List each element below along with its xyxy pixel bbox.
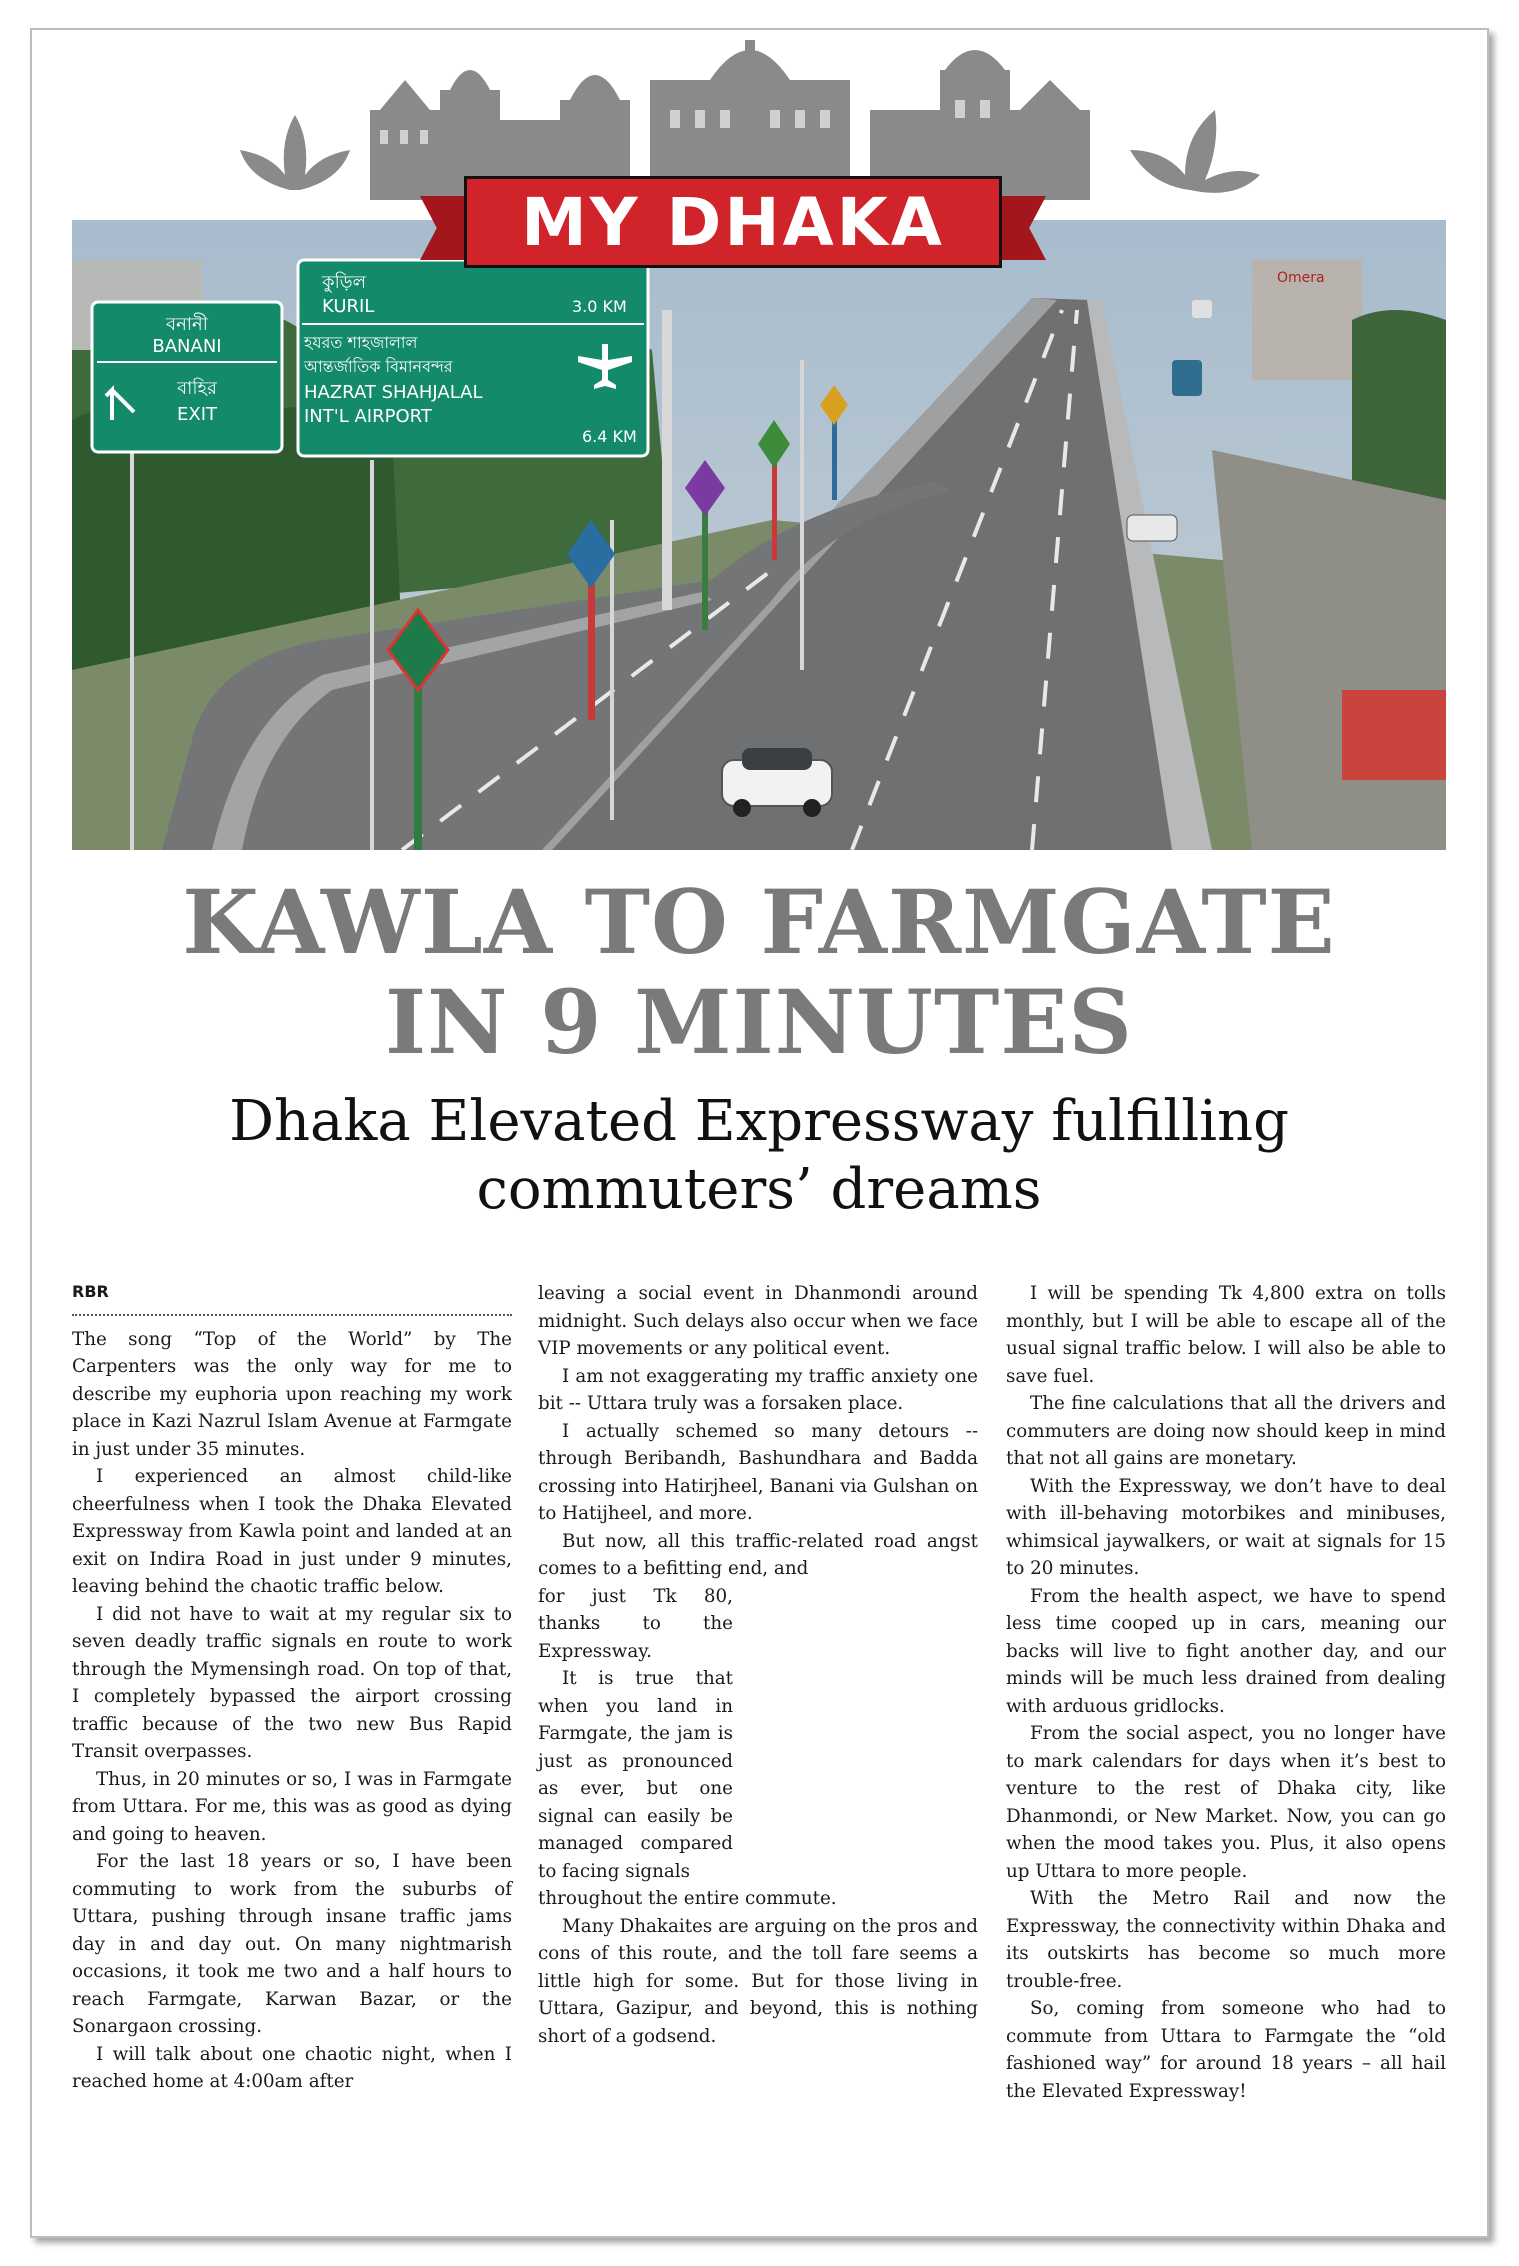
article-paragraph: So, coming from someone who had to commute from Uttara to Farmgate the “old fashioned way” for around 18 years – all hail the Elevated Expressway! [1006,1998,1446,2102]
article-column-3 [1006,1280,1446,2105]
sign-airport-bn2: আন্তর্জাতিক বিমানবন্দর [304,357,453,376]
sign-airport-distance: 6.4 KM [582,427,637,446]
sign-airport-en2: INT'L AIRPORT [304,406,432,427]
article-paragraph: From the health aspect, we have to spend less time cooped up in cars, meaning our backs will live to fight another day, and our minds will be much less drained from dealing with arduous gridlocks. [1006,1585,1446,1717]
sign-kuril-distance: 3.0 KM [572,297,627,316]
lotus-icon [240,115,350,190]
article-column-2 [538,1280,978,2050]
headline-line-1: KAWLA TO FARMGATE [182,870,1336,974]
article-paragraph: throughout the entire commute. [538,1888,837,1909]
subheadline-line-2: commuters’ dreams [476,1157,1042,1222]
headline [72,872,1446,1072]
article-paragraph: I actually schemed so many detours -- through Beribandh, Bashundhara and Badda crossing into Hatirjheel, Banani via Gulshan on to Hatijheel, and more. [538,1420,978,1524]
article-paragraph: I will be spending Tk 4,800 extra on tolls monthly, but I will be able to escape all of the usual signal traffic below. I will also be able to save fuel. [1006,1283,1446,1387]
magpie-robin-icon [1130,110,1260,193]
article-paragraph: leaving a social event in Dhanmondi around midnight. Such delays also occur when we face VIP movements or any political event. [538,1283,978,1359]
article-paragraph: The fine calculations that all the drivers and commuters are doing now should keep in mind that not all gains are monetary. [1006,1393,1446,1469]
article-paragraph: I did not have to wait at my regular six to seven deadly traffic signals en route to work through the Mymensingh road. On top of that, I completely bypassed the airport crossing traffic because of the two new Bus Rapid Transit overpasses. [72,1603,512,1762]
sign-exit-bn: বাহির [177,378,217,399]
billboard-text: Omera [1277,270,1325,286]
article-paragraph: I will talk about one chaotic night, when I reached home at 4:00am after [72,2043,512,2092]
road-sign-kuril-airport [298,260,648,456]
article-paragraph: But now, all this traffic-related road angst comes to a befitting end, and [538,1530,978,1579]
article-paragraph: I am not exaggerating my traffic anxiety one bit -- Uttara truly was a forsaken place. [538,1365,978,1414]
article-paragraph: With the Metro Rail and now the Expressway, the connectivity within Dhaka and its outskirts has become so much more trouble-free. [1006,1888,1446,1992]
subheadline-line-1: Dhaka Elevated Expressway fulfilling [229,1089,1289,1154]
byline: RBR [72,1278,512,1316]
article-column-1 [72,1278,512,2096]
sign-airport-bn1: হযরত শাহজালাল [304,333,418,352]
article-paragraph: From the social aspect, you no longer have to mark calendars for days when it’s best to venture to the rest of Dhaka city, like Dhanmondi, or New Market. Now, you can go when the mood takes you. Plus, it also opens up Uttara to more people. [1006,1723,1446,1882]
expressway-photo [72,220,1446,850]
sign-exit-en: EXIT [176,404,218,425]
sign-airport-en1: HAZRAT SHAHJALAL [304,382,483,403]
sign-banani-bn: বনানী [166,314,208,335]
article-paragraph: It is true that when you land in Farmgate, the jam is just as pronounced as ever, but one signal can easily be managed compared to facing signals [538,1668,733,1882]
section-title: MY DHAKA [521,183,945,261]
subheadline [72,1088,1446,1224]
sign-kuril-bn: কুড়িল [322,272,367,293]
sign-banani-en: BANANI [152,336,222,357]
section-banner [464,176,1002,268]
article-paragraph: Thus, in 20 minutes or so, I was in Farmgate from Uttara. For me, this was as good as dying and going to heaven. [72,1768,512,1845]
article-paragraph: I experienced an almost child-like cheerfulness when I took the Dhaka Elevated Expressway from Kawla point and landed at an exit on Indira Road in just under 9 minutes, leaving behind the chaotic traffic below. [72,1466,512,1597]
road-sign-banani-exit [92,302,282,452]
article-paragraph: The song “Top of the World” by The Carpenters was the only way for me to describe my euphoria upon reaching my work place in Kazi Nazrul Islam Avenue at Farmgate in just under 35 minutes. [72,1328,512,1460]
sign-kuril-en: KURIL [322,296,375,317]
article-paragraph: Many Dhakaites are arguing on the pros and cons of this route, and the toll fare seems a little high for some. But for those living in Uttara, Gazipur, and beyond, this is nothing short of a godsend. [538,1915,978,2047]
article-paragraph: for just Tk 80, thanks to the Expressway. [538,1585,733,1662]
article-paragraph: With the Expressway, we don’t have to deal with ill-behaving motorbikes and minibuses, whimsical jaywalkers, or wait at signals for 15 to 20 minutes. [1006,1475,1446,1579]
headline-line-2: IN 9 MINUTES [385,970,1133,1074]
article-paragraph: For the last 18 years or so, I have been commuting to work from the suburbs of Uttara, pushing through insane traffic jams day in and day out. On many nightmarish occasions, it took me two and a half hours to reach Farmgate, Karwan Bazar, or the Sonargaon crossing. [72,1851,512,2037]
